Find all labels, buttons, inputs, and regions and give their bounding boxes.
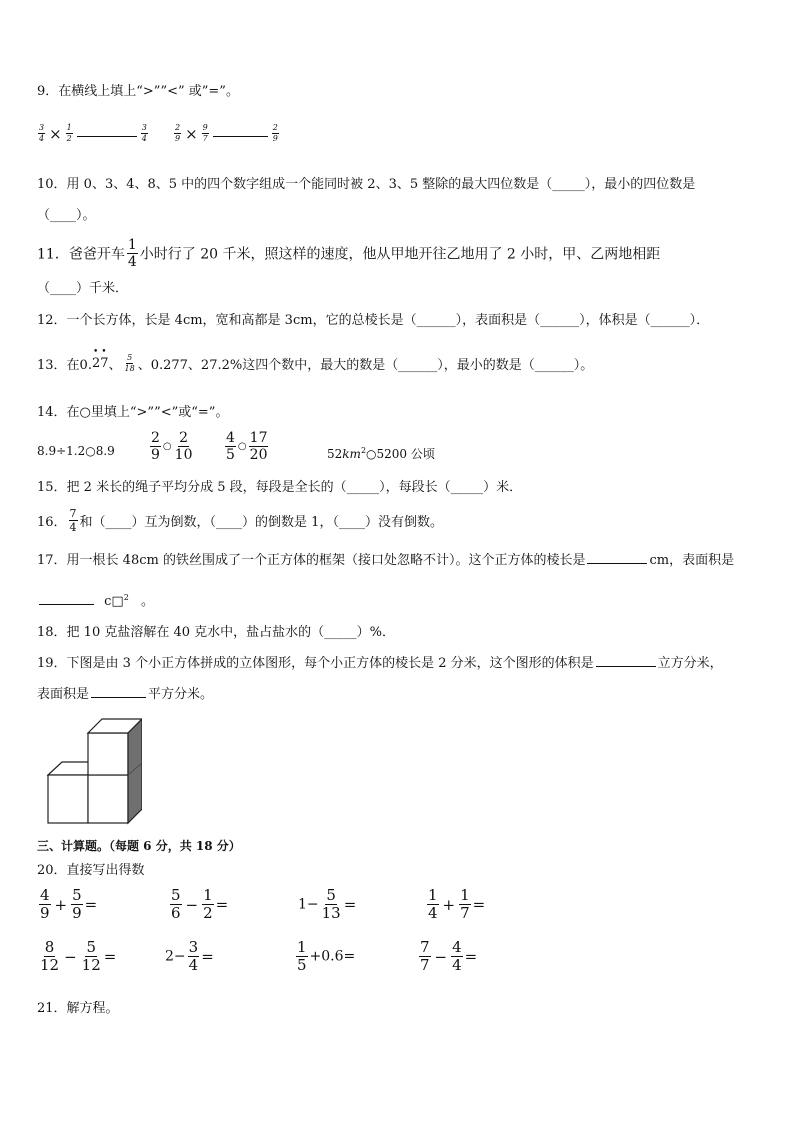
q13-sep: 、 bbox=[108, 358, 122, 373]
frac-den: 12 bbox=[40, 956, 60, 974]
question-14-title: 14．在○里填上“>””<”或“=”。 bbox=[37, 405, 229, 420]
equals: = bbox=[201, 947, 214, 966]
question-18: 18．把 10 克盐溶解在 40 克水中，盐占盐水的（_____）%． bbox=[37, 625, 396, 640]
frac-num: 3 bbox=[188, 938, 199, 956]
frac-num: 5 bbox=[127, 353, 133, 362]
frac-num: 2 bbox=[151, 430, 160, 446]
frac-num: 17 bbox=[249, 430, 268, 446]
frac-den: 4 bbox=[69, 521, 77, 534]
frac-den: 9 bbox=[72, 904, 82, 922]
frac-den: 4 bbox=[428, 904, 438, 922]
question-21-title: 21．解方程。 bbox=[37, 1001, 119, 1016]
calc-2-2 bbox=[165, 940, 214, 973]
frac-num: 4 bbox=[40, 886, 50, 904]
question-11-line-2: （____）千米． bbox=[37, 281, 129, 296]
frac-den: 4 bbox=[141, 134, 147, 143]
q17-text-a: 17．用一根长 48cm 的铁丝围成了一个正方体的框架（接口处忽略不计）。这个正方体的棱长是 bbox=[37, 553, 586, 568]
frac-num: 9 bbox=[202, 123, 208, 132]
unit-km: km bbox=[342, 447, 361, 461]
question-14-item-3 bbox=[223, 431, 270, 462]
cube-right-front-face bbox=[88, 775, 128, 823]
q19-text-b: 立方分米， bbox=[657, 656, 723, 671]
frac-num: 2 bbox=[179, 430, 189, 446]
frac-num: 3 bbox=[39, 123, 45, 132]
q16-pre: 16． bbox=[37, 515, 67, 530]
repeating-digit: • 2 bbox=[92, 356, 100, 371]
operator: + bbox=[54, 895, 68, 914]
frac-den: 20 bbox=[249, 447, 268, 463]
answer-line[interactable] bbox=[39, 594, 94, 605]
answer-line[interactable] bbox=[77, 126, 137, 137]
cube-figure bbox=[46, 717, 142, 825]
question-14-item-2 bbox=[148, 431, 195, 462]
times-sign: × bbox=[49, 124, 62, 143]
equals: = bbox=[215, 895, 229, 914]
frac-den: 2 bbox=[66, 134, 72, 143]
q19-text-a: 19．下图是由 3 个小正方体拼成的立体图形，每个小正方体的棱长是 2 分米，这个图形的体积是 bbox=[37, 656, 594, 671]
calc-2-4 bbox=[417, 940, 477, 973]
frac-den: 5 bbox=[226, 447, 235, 463]
frac-num: 2 bbox=[175, 123, 181, 132]
frac-den: 6 bbox=[171, 904, 181, 922]
frac-num: 5 bbox=[326, 886, 336, 904]
frac-num: 5 bbox=[72, 886, 82, 904]
frac-num: 1 bbox=[203, 886, 213, 904]
question-9-title: 9．在横线上填上“>””<” 或”=”。 bbox=[37, 84, 239, 99]
frac-den: 4 bbox=[188, 956, 199, 974]
unit-sup: 2 bbox=[360, 446, 367, 455]
frac-num: 2 bbox=[272, 123, 278, 132]
repeating-digit: • 7 bbox=[100, 356, 108, 371]
frac-den: 4 bbox=[452, 956, 462, 974]
equals: = bbox=[84, 895, 98, 914]
q17-unit-sup: 2 bbox=[123, 593, 129, 602]
frac-den: 9 bbox=[151, 447, 160, 463]
answer-line[interactable] bbox=[91, 687, 146, 698]
cube-left-front-face bbox=[48, 775, 88, 823]
frac-num: 3 bbox=[141, 123, 147, 132]
frac-num: 1 bbox=[297, 938, 307, 956]
operator: − bbox=[185, 895, 199, 914]
frac-num: 7 bbox=[69, 507, 77, 520]
operator: − bbox=[434, 947, 448, 966]
frac-den: 13 bbox=[321, 904, 341, 922]
frac-num: 4 bbox=[452, 938, 462, 956]
question-9-expr-2 bbox=[172, 124, 281, 143]
calc-1-1 bbox=[37, 888, 97, 921]
equals: = bbox=[472, 895, 486, 914]
answer-line[interactable] bbox=[213, 126, 268, 137]
frac-num: 1 bbox=[460, 886, 470, 904]
q19-text-d: 平方分米。 bbox=[148, 687, 214, 702]
frac-den: 2 bbox=[203, 904, 213, 922]
question-20-title: 20．直接写出得数 bbox=[37, 863, 145, 878]
question-14-item-1: 8.9÷1.2○8.9 bbox=[37, 444, 115, 458]
question-17-line-1 bbox=[37, 552, 734, 570]
frac-num: 1 bbox=[127, 237, 137, 253]
question-14-item-4 bbox=[327, 442, 435, 463]
q16-post: 和（____）互为倒数，（____）的倒数是 1，（____）没有倒数。 bbox=[79, 515, 443, 530]
question-15: 15．把 2 米长的绳子平均分成 5 段，每段是全长的（_____），每段长（_____）米． bbox=[37, 480, 523, 495]
frac-num: 1 bbox=[428, 886, 438, 904]
operator: + bbox=[442, 895, 456, 914]
answer-line[interactable] bbox=[587, 553, 647, 564]
frac-num: 4 bbox=[226, 430, 235, 446]
circle-sign: ○ bbox=[162, 441, 172, 452]
frac-num: 5 bbox=[171, 886, 181, 904]
question-13 bbox=[37, 354, 593, 373]
frac-num: 8 bbox=[44, 938, 55, 956]
q19-text-c: 表面积是 bbox=[37, 687, 90, 702]
q13-pre: 13．在0. bbox=[37, 358, 92, 373]
frac-den: 7 bbox=[460, 904, 470, 922]
q14-value: 52 bbox=[327, 447, 343, 461]
cube-right-side-face bbox=[128, 719, 142, 823]
q14-rest: ○5200 公顷 bbox=[366, 447, 435, 461]
frac-num: 5 bbox=[86, 938, 96, 956]
frac-den: 10 bbox=[174, 447, 193, 463]
frac-num: 7 bbox=[420, 938, 430, 956]
section-3-title: 三、计算题。（每题 6 分，共 18 分） bbox=[37, 839, 241, 853]
question-17-line-2 bbox=[37, 589, 154, 611]
suffix: +0.6= bbox=[309, 948, 356, 965]
frac-den: 12 bbox=[81, 956, 101, 974]
question-19-line-1 bbox=[37, 655, 723, 673]
frac-den: 4 bbox=[127, 254, 137, 270]
times-sign: × bbox=[185, 124, 198, 143]
q17-unit: c□ bbox=[104, 594, 124, 610]
frac-den: 18 bbox=[124, 364, 135, 373]
frac-den: 9 bbox=[272, 134, 278, 143]
question-16 bbox=[37, 508, 443, 533]
calc-2-1 bbox=[37, 940, 116, 973]
question-10-line-2: （____）。 bbox=[37, 208, 96, 223]
calc-1-4 bbox=[425, 888, 485, 921]
frac-den: 9 bbox=[40, 904, 50, 922]
prefix: 2− bbox=[165, 948, 186, 965]
question-19-line-2 bbox=[37, 686, 213, 704]
answer-line[interactable] bbox=[596, 656, 656, 667]
circle-sign: ○ bbox=[237, 441, 247, 452]
prefix: 1− bbox=[298, 896, 319, 913]
frac-den: 4 bbox=[39, 134, 45, 143]
q11-pre: 11．爸爸开车 bbox=[37, 246, 125, 263]
equals: = bbox=[103, 947, 117, 966]
operator: − bbox=[64, 947, 77, 966]
calc-1-3 bbox=[298, 888, 356, 921]
q13-post: 、0.277、27.2%这四个数中，最大的数是（______），最小的数是（______）。 bbox=[137, 358, 594, 373]
frac-den: 9 bbox=[175, 134, 181, 143]
calc-1-2 bbox=[168, 888, 228, 921]
question-9-expr-1 bbox=[36, 124, 150, 143]
frac-den: 5 bbox=[297, 956, 307, 974]
cube-top-front-face bbox=[88, 733, 128, 775]
question-11-line-1 bbox=[37, 238, 660, 269]
question-10-line-1: 10．用 0、3、4、8、5 中的四个数字组成一个能同时被 2、3、5 整除的最大四位数是（_____），最小的四位数是 bbox=[37, 177, 696, 192]
q17-text-b: cm，表面积是 bbox=[649, 553, 735, 568]
frac-den: 7 bbox=[202, 134, 208, 143]
q17-end: 。 bbox=[140, 594, 154, 610]
equals: = bbox=[464, 947, 478, 966]
frac-num: 1 bbox=[66, 123, 72, 132]
equals: = bbox=[343, 895, 357, 914]
q11-post: 小时行了 20 千米，照这样的速度，他从甲地开往乙地用了 2 小时，甲、乙两地相距 bbox=[139, 246, 661, 263]
calc-2-3 bbox=[294, 940, 355, 973]
frac-den: 7 bbox=[420, 956, 430, 974]
question-12: 12．一个长方体，长是 4cm，宽和高都是 3cm，它的总棱长是（______），表面积是（______），体积是（______）． bbox=[37, 313, 710, 328]
